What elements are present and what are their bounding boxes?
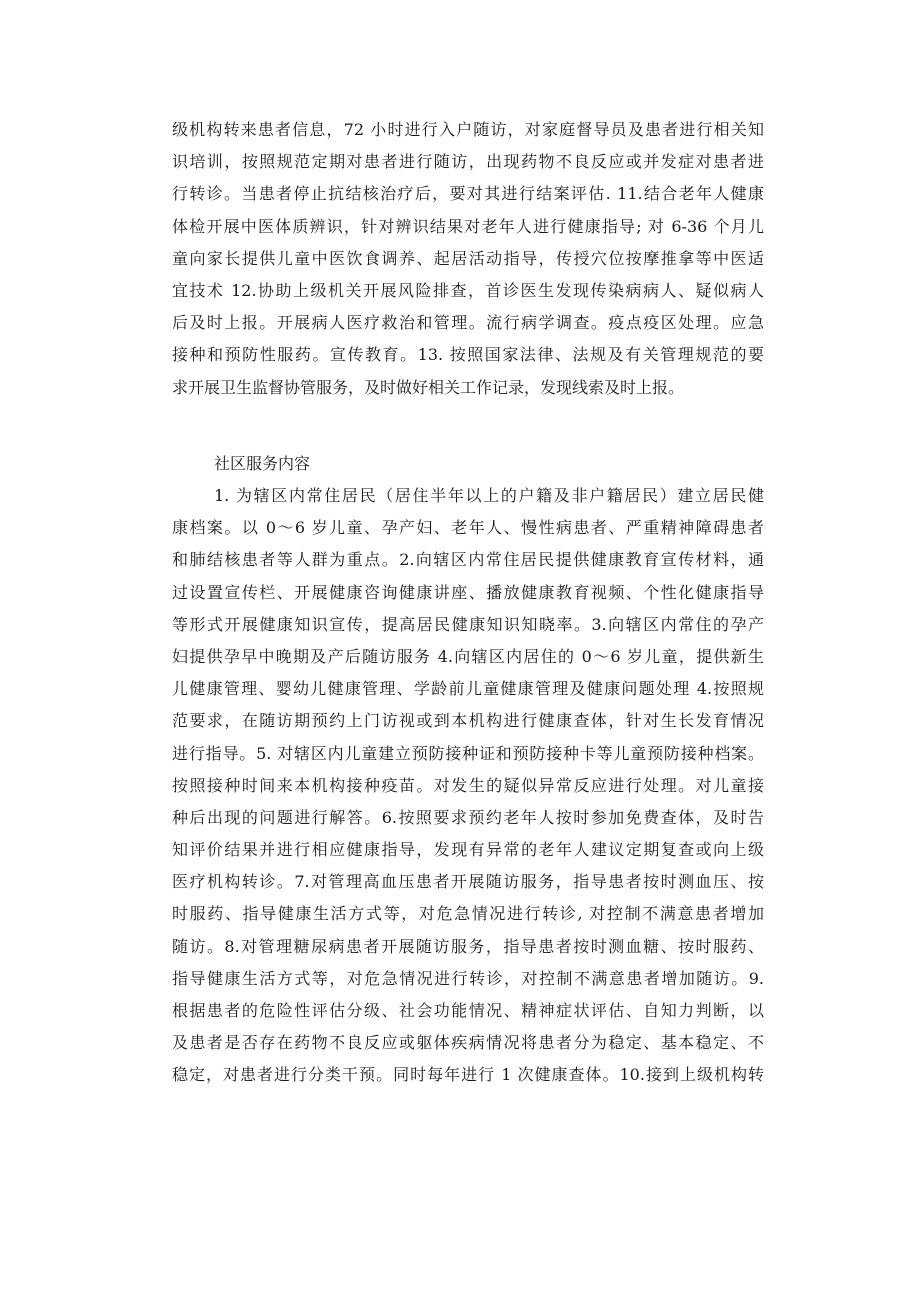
- paragraph-line: 种后出现的问题进行解答。6.按照要求预约老年人按时参加免费查体，及时告: [172, 807, 764, 827]
- paragraph-line: 知评价结果并进行相应健康指导，发现有异常的老年人建议定期复查或向上级: [172, 840, 764, 860]
- paragraph-line: 体检开展中医体质辨识，针对辨识结果对老年人进行健康指导; 对 6-36 个月儿: [172, 216, 764, 236]
- paragraph-line: 等形式开展健康知识宣传，提高居民健康知识知晓率。3.向辖区内常住的孕产: [172, 614, 764, 634]
- paragraph-line: 接种和预防性服药。宣传教育。13. 按照国家法律、法规及有关管理规范的要: [172, 345, 764, 365]
- paragraph-line: 范要求，在随访期预约上门访视或到本机构进行健康查体，针对生长发育情况: [172, 711, 764, 731]
- paragraph-line: 1. 为辖区内常住居民（居住半年以上的户籍及非户籍居民）建立居民健: [214, 486, 764, 505]
- paragraph-line: 行转诊。当患者停止抗结核治疗后，要对其进行结案评估. 11.结合老年人健康: [172, 184, 764, 204]
- paragraph-line: 识培训，按照规范定期对患者进行随访，出现药物不良反应或并发症对患者进: [172, 152, 764, 172]
- paragraph-line: 及患者是否存在药物不良反应或躯体疾病情况将患者分为稳定、基本稳定、不: [172, 1033, 764, 1053]
- paragraph-line: 儿健康管理、婴幼儿健康管理、学龄前儿童健康管理及健康问题处理 4.按照规: [172, 679, 764, 699]
- paragraph-line: 时服药、指导健康生活方式等，对危急情况进行转诊, 对控制不满意患者增加: [172, 904, 764, 924]
- paragraph-line: 妇提供孕早中晚期及产后随访服务 4.向辖区内居住的 0～6 岁儿童，提供新生: [172, 646, 764, 666]
- paragraph-line: 随访。8.对管理糖尿病患者开展随访服务，指导患者按时测血糖、按时服药、: [172, 936, 764, 956]
- paragraph-line: 宜技术 12.协助上级机关开展风险排查，首诊医生发现传染病病人、疑似病人: [172, 280, 764, 300]
- paragraph-line: 过设置宣传栏、开展健康咨询健康讲座、播放健康教育视频、个性化健康指导: [172, 582, 764, 602]
- section-heading: 社区服务内容: [214, 454, 311, 473]
- paragraph-line: 进行指导。5. 对辖区内儿童建立预防接种证和预防接种卡等儿童预防接种档案。: [172, 743, 764, 763]
- paragraph-line: 和肺结核患者等人群为重点。2.向辖区内常住居民提供健康教育宣传材料，通: [172, 550, 764, 570]
- paragraph-line: 康档案。以 0～6 岁儿童、孕产妇、老年人、慢性病患者、严重精神障碍患者: [172, 518, 764, 538]
- paragraph-line: 级机构转来患者信息，72 小时进行入户随访，对家庭督导员及患者进行相关知: [172, 120, 764, 139]
- paragraph-line: 求开展卫生监督协管服务，及时做好相关工作记录，发现线索及时上报。: [172, 377, 685, 397]
- paragraph-line: 指导健康生活方式等，对危急情况进行转诊，对控制不满意患者增加随访。9.: [172, 968, 764, 988]
- paragraph-line: 医疗机构转诊。7.对管理高血压患者开展随访服务，指导患者按时测血压、按: [172, 872, 764, 892]
- paragraph-line: 童向家长提供儿童中医饮食调养、起居活动指导，传授穴位按摩推拿等中医适: [172, 248, 764, 268]
- paragraph-services: [172, 480, 764, 1092]
- paragraph-line: 后及时上报。开展病人医疗救治和管理。流行病学调查。疫点疫区处理。应急: [172, 313, 764, 333]
- paragraph-line: 根据患者的危险性评估分级、社会功能情况、精神症状评估、自知力判断，以: [172, 1001, 764, 1020]
- paragraph-line: 按照接种时间来本机构接种疫苗。对发生的疑似异常反应进行处理。对儿童接: [172, 775, 764, 795]
- paragraph-line: 稳定，对患者进行分类干预。同时每年进行 1 次健康查体。10.接到上级机构转: [172, 1065, 764, 1085]
- paragraph-continued: [172, 114, 764, 404]
